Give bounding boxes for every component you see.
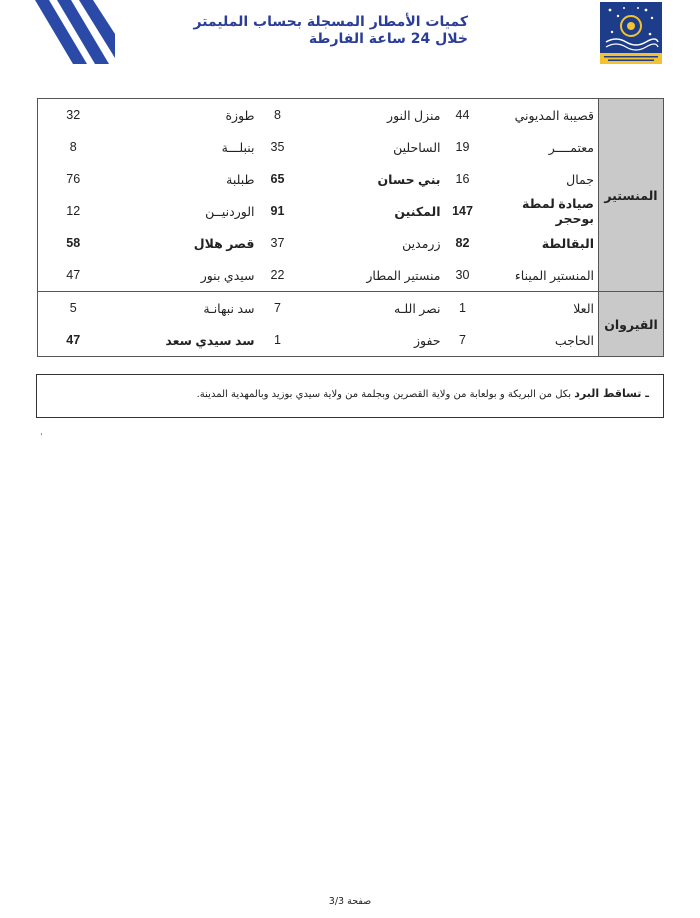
rainfall-value: 8 bbox=[259, 99, 297, 132]
rainfall-value: 37 bbox=[270, 236, 285, 250]
station-name: سيدي بنور bbox=[109, 259, 259, 292]
governorate-cell: المنستير bbox=[599, 99, 664, 292]
rainfall-value: 58 bbox=[38, 227, 109, 259]
rainfall-value: 47 bbox=[38, 324, 109, 357]
station-name: المنستير الميناء bbox=[481, 259, 599, 292]
rainfall-value: 16 bbox=[455, 172, 470, 186]
hail-note-text: بكل من البريكة و بولعابة من ولاية القصرين وبجلمة من ولاية سيدي بوزيد وبالمهدية المدينة. bbox=[196, 389, 572, 400]
page-number: صفحة 3/3 bbox=[328, 896, 372, 907]
station-name: منستير المطار bbox=[297, 259, 445, 292]
rainfall-value: 12 bbox=[38, 195, 109, 227]
rainfall-value: 19 bbox=[455, 140, 470, 154]
station-name: المكنين bbox=[394, 204, 441, 219]
station-name: الوردنيــن bbox=[205, 204, 255, 219]
station-name: معتمــــر bbox=[548, 140, 594, 155]
station-name: قصيبة المديوني bbox=[481, 99, 599, 132]
station-name: العلا bbox=[481, 292, 599, 325]
station-name: جمال bbox=[566, 172, 594, 187]
table-row bbox=[38, 292, 664, 325]
table-row bbox=[38, 99, 664, 132]
station-name: الساحلين bbox=[393, 140, 441, 155]
station-name: قصر هلال bbox=[193, 236, 255, 251]
governorate-cell: القيروان bbox=[599, 292, 664, 357]
station-name: سد سيدي سعد bbox=[109, 324, 259, 357]
station-name: زرمدين bbox=[402, 236, 441, 251]
rainfall-value: 82 bbox=[455, 236, 470, 250]
table-row bbox=[38, 131, 664, 163]
rainfall-value: 44 bbox=[445, 99, 481, 132]
hail-note-label: ـ تساقط البرد bbox=[574, 387, 649, 400]
title-line-2: خلال 24 ساعة الفارطة bbox=[308, 31, 468, 47]
rainfall-value: 5 bbox=[38, 292, 109, 325]
rainfall-value: 22 bbox=[259, 259, 297, 292]
rainfall-value: 35 bbox=[270, 140, 285, 154]
station-name: سد نبهانـة bbox=[109, 292, 259, 325]
station-name: طبلبة bbox=[226, 172, 255, 187]
rainfall-value: 30 bbox=[445, 259, 481, 292]
rainfall-value: 1 bbox=[445, 292, 481, 325]
station-name: بنبلـــة bbox=[221, 140, 255, 155]
station-name: منزل النور bbox=[297, 99, 445, 132]
rainfall-value: 91 bbox=[270, 204, 285, 218]
station-name: البقالطة bbox=[541, 236, 594, 251]
station-name: الحاجب bbox=[481, 324, 599, 357]
rainfall-value: 147 bbox=[452, 204, 473, 218]
hail-note bbox=[36, 374, 664, 418]
rainfall-value: 65 bbox=[270, 172, 285, 186]
decorative-stripes bbox=[35, 0, 115, 64]
rainfall-value: 1 bbox=[259, 324, 297, 357]
rainfall-value: 8 bbox=[38, 131, 109, 163]
table-row bbox=[38, 227, 664, 259]
rainfall-table bbox=[37, 98, 664, 357]
report-title bbox=[193, 14, 468, 48]
table-row bbox=[38, 324, 664, 357]
station-name: صيادة لمطة بوحجر bbox=[522, 197, 594, 226]
station-name: حفوز bbox=[297, 324, 445, 357]
station-name: بني حسان bbox=[377, 172, 441, 187]
table-row bbox=[38, 163, 664, 195]
rainfall-value: 76 bbox=[38, 163, 109, 195]
stray-mark: ، bbox=[40, 428, 43, 437]
title-line-1: كميات الأمطار المسجلة بحساب المليمتر bbox=[193, 14, 468, 30]
rainfall-value: 7 bbox=[445, 324, 481, 357]
rainfall-value: 7 bbox=[259, 292, 297, 325]
station-name: نصر اللـه bbox=[297, 292, 445, 325]
station-name: طوزة bbox=[109, 99, 259, 132]
table-row bbox=[38, 195, 664, 227]
table-row bbox=[38, 259, 664, 292]
meteo-institute-logo bbox=[600, 2, 662, 64]
rainfall-value: 47 bbox=[38, 259, 109, 292]
rainfall-value: 32 bbox=[38, 99, 109, 132]
